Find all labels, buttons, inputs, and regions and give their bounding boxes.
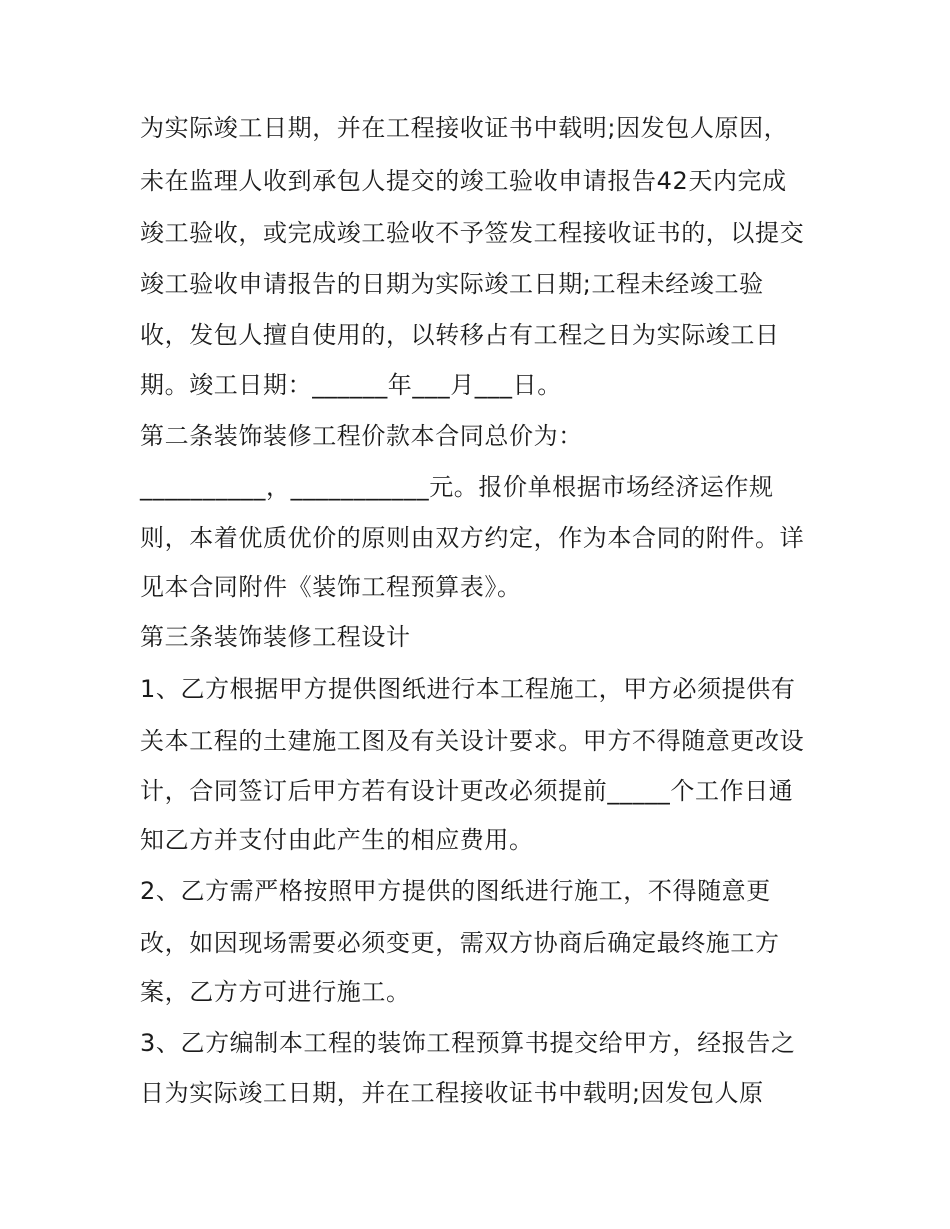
text-line: 知乙方并支付由此产生的相应费用。 <box>140 826 534 854</box>
text-line: 则，本着优质优价的原则由双方约定，作为本合同的附件。详 <box>140 524 805 552</box>
text-line: 日为实际竣工日期，并在工程接收证书中载明;因发包人原 <box>140 1079 764 1107</box>
text-line: 未在监理人收到承包人提交的竣工验收申请报告42天内完成 <box>140 167 787 195</box>
section-heading-2: 第二条装饰装修工程价款本合同总价为： <box>140 422 583 450</box>
text-line: 1、乙方根据甲方提供图纸进行本工程施工，甲方必须提供有 <box>140 675 796 703</box>
text-line: 竣工验收，或完成竣工验收不予签发工程接收证书的，以提交 <box>140 219 805 247</box>
section-heading-3: 第三条装饰装修工程设计 <box>140 623 411 651</box>
text-line: 见本合同附件《装饰工程预算表》。 <box>140 573 522 601</box>
text-line: 竣工验收申请报告的日期为实际竣工日期;工程未经竣工验 <box>140 270 764 298</box>
text-line: 案，乙方方可进行施工。 <box>140 978 411 1006</box>
text-line: 改，如因现场需要必须变更，需双方协商后确定最终施工方 <box>140 929 780 957</box>
text-line: 为实际竣工日期，并在工程接收证书中载明;因发包人原因， <box>140 114 789 142</box>
text-line: 2、乙方需严格按照甲方提供的图纸进行施工，不得随意更 <box>140 877 771 905</box>
text-line: 收，发包人擅自使用的，以转移占有工程之日为实际竣工日 <box>140 321 780 349</box>
text-line: 3、乙方编制本工程的装饰工程预算书提交给甲方，经报告之 <box>140 1029 796 1057</box>
text-line: __________，___________元。报价单根据市场经济运作规 <box>140 473 774 501</box>
text-line: 期。竣工日期：______年___月___日。 <box>140 371 562 399</box>
text-line: 计，合同签订后甲方若有设计更改必须提前_____个工作日通 <box>140 777 794 805</box>
text-line: 关本工程的土建施工图及有关设计要求。甲方不得随意更改设 <box>140 727 805 755</box>
